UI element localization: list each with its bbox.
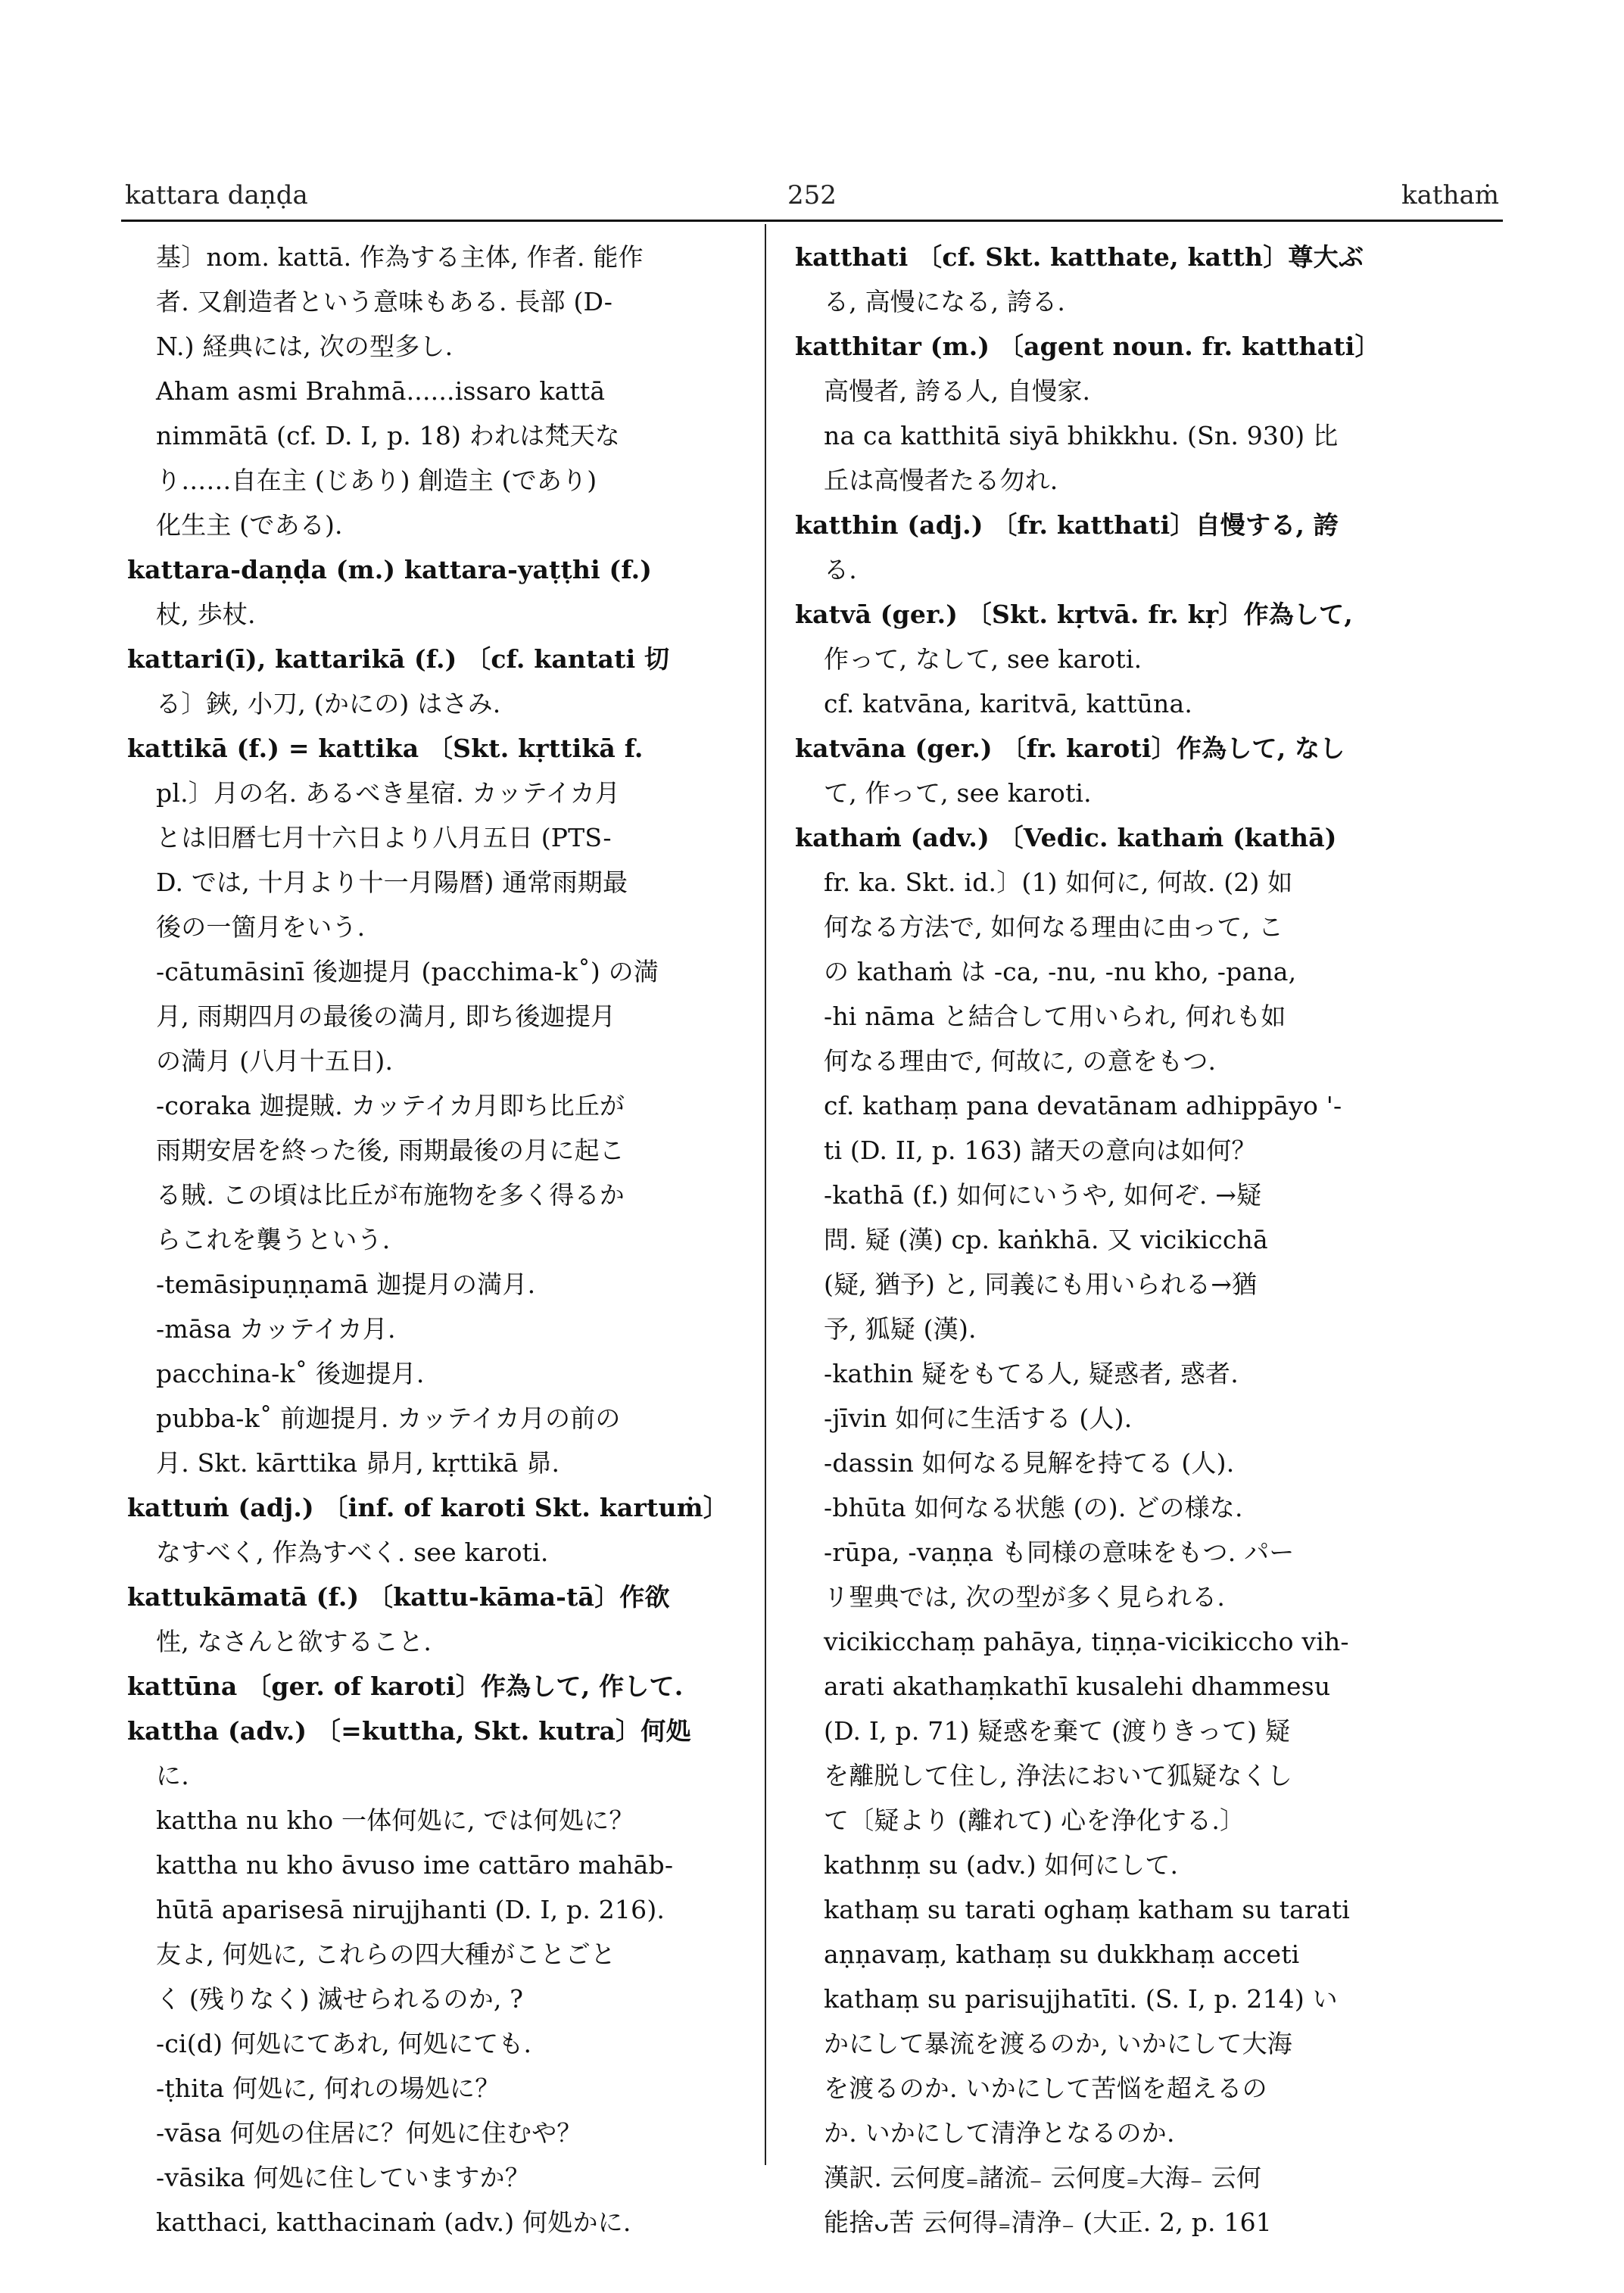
- header-left-guideword: kattara daṇḍa: [125, 180, 308, 210]
- entry-text-line: -vāsa 何処の住居に？何処に住むや？: [156, 2118, 582, 2148]
- entry-headword-line: katvāna (ger.) 〔fr. karoti〕作為して, なし: [795, 734, 1345, 763]
- entry-text-line: nimmātā (cf. D. I, p. 18) われは梵天な: [156, 421, 621, 450]
- entry-text-line: なすべく, 作為すべく. see karoti.: [156, 1537, 549, 1567]
- entry-text-line: 友よ, 何処に, これらの四大種がことごと: [156, 1939, 616, 1969]
- entry-text-line: -hi nāma と結合して用いられ, 何れも如: [824, 1002, 1286, 1031]
- entry-text-line: D. では, 十月より十一月陽暦) 通常雨期最: [156, 868, 628, 897]
- entry-text-line: 何なる理由で, 何故に, の意をもつ.: [824, 1046, 1217, 1076]
- entry-text-line: かにして暴流を渡るのか, いかにして大海: [824, 2029, 1292, 2058]
- entry-text-line: 漢訳. 云何度₌諸流₋ 云何度₌大海₋ 云何: [824, 2163, 1262, 2192]
- entry-text-line: kathnṃ su (adv.) 如何にして.: [824, 1850, 1179, 1880]
- entry-text-line: 基〕nom. kattā. 作為する主体, 作者. 能作: [156, 242, 644, 272]
- entry-text-line: の満月 (八月十五日).: [156, 1046, 394, 1076]
- entry-text-line: kattha nu kho āvuso ime cattāro mahāb-: [156, 1850, 674, 1880]
- entry-text-line: 者. 又創造者という意味もある. 長部 (D-: [156, 287, 613, 316]
- entry-text-line: 高慢者, 誇る人, 自慢家.: [824, 376, 1091, 406]
- entry-text-line: aṇṇavaṃ, kathaṃ su dukkhaṃ acceti: [824, 1939, 1300, 1969]
- entry-text-line: katthaci, katthacinaṁ (adv.) 何処かに.: [156, 2207, 631, 2237]
- entry-text-line: 何なる方法で, 如何なる理由に由って, こ: [824, 912, 1284, 942]
- page-number: 252: [787, 180, 837, 210]
- entry-text-line: pl.〕月の名. あるべき星宿. カッテイカ月: [156, 778, 621, 808]
- entry-text-line: (疑, 猶予) と, 同義にも用いられる→猶: [824, 1270, 1258, 1299]
- entry-text-line: 丘は高慢者たる勿れ.: [824, 466, 1058, 495]
- entry-headword-line: kattikā (f.) = kattika 〔Skt. kṛttikā f.: [127, 734, 644, 763]
- entry-text-line: 性, なさんと欲すること.: [156, 1627, 432, 1656]
- entry-text-line: 予, 狐疑 (漢).: [824, 1314, 977, 1344]
- entry-text-line: -ṭhita 何処に, 何れの場処に？: [156, 2073, 500, 2103]
- right-column: [795, 235, 1412, 2245]
- entry-text-line: -cātumāsinī 後迦提月 (pacchima-k˚) の満: [156, 957, 659, 986]
- entry-text-line: Aham asmi Brahmā......issaro kattā: [156, 376, 606, 406]
- entry-headword-line: kattara-daṇḍa (m.) kattara-yaṭṭhi (f.): [127, 555, 653, 584]
- entry-text-line: を離脱して住し, 浄法において狐疑なくし: [824, 1761, 1292, 1790]
- entry-text-line: り……自在主 (じあり) 創造主 (であり): [156, 466, 597, 495]
- entry-text-line: na ca katthitā siyā bhikkhu. (Sn. 930) 比: [824, 421, 1339, 450]
- entry-text-line: hūtā aparisesā nirujjhanti (D. I, p. 216).: [156, 1895, 665, 1924]
- entry-text-line: pubba-k˚ 前迦提月. カッテイカ月の前の: [156, 1404, 621, 1433]
- entry-text-line: kathaṃ su tarati oghaṃ katham su tarati: [824, 1895, 1351, 1924]
- entry-text-line: ti (D. II, p. 163) 諸天の意向は如何？: [824, 1136, 1257, 1165]
- entry-text-line: N.) 経典には, 次の型多し.: [156, 332, 454, 361]
- entry-text-line: pacchina-k˚ 後迦提月.: [156, 1359, 425, 1388]
- entry-text-line: -bhūta 如何なる状態 (の). どの様な.: [824, 1493, 1243, 1522]
- entry-text-line: -kathā (f.) 如何にいうや, 如何ぞ. →疑: [824, 1180, 1262, 1210]
- entry-text-line: 月, 雨期四月の最後の満月, 即ち後迦提月: [156, 1002, 616, 1031]
- entry-headword-line: katthitar (m.) 〔agent noun. fr. katthati〕: [795, 332, 1380, 361]
- entry-text-line: リ聖典では, 次の型が多く見られる.: [824, 1582, 1226, 1612]
- page-header: [125, 180, 1499, 226]
- entry-text-line: く (残りなく) 滅せられるのか, ?: [156, 1984, 524, 2014]
- entry-text-line: -coraka 迦提賊. カッテイカ月即ち比丘が: [156, 1091, 625, 1120]
- entry-text-line: に.: [156, 1761, 189, 1790]
- entry-text-line: (D. I, p. 71) 疑惑を棄て (渡りきって) 疑: [824, 1716, 1291, 1746]
- entry-text-line: -ci(d) 何処にてあれ, 何処にても.: [156, 2029, 532, 2058]
- entry-text-line: -temāsipuṇṇamā 迦提月の満月.: [156, 1270, 536, 1299]
- entry-text-line: の kathaṁ は -ca, -nu, -nu kho, -pana,: [824, 957, 1297, 986]
- entry-text-line: 問. 疑 (漢) cp. kaṅkhā. 又 vicikicchā: [824, 1225, 1268, 1254]
- left-column: [127, 235, 740, 2245]
- header-right-guideword: kathaṁ: [1401, 180, 1499, 210]
- entry-text-line: 雨期安居を終った後, 雨期最後の月に起こ: [156, 1136, 625, 1165]
- entry-text-line: 杖, 歩杖.: [156, 600, 256, 629]
- entry-headword-line: katthin (adj.) 〔fr. katthati〕自慢する, 誇: [795, 510, 1339, 540]
- entry-text-line: -jīvin 如何に生活する (人).: [824, 1404, 1133, 1433]
- entry-headword-line: kathaṁ (adv.) 〔Vedic. kathaṁ (kathā): [795, 823, 1337, 852]
- entry-text-line: とは旧暦七月十六日より八月五日 (PTS-: [156, 823, 612, 852]
- entry-text-line: 化生主 (である).: [156, 510, 343, 540]
- entry-text-line: kathaṃ su parisujjhatīti. (S. I, p. 214) い: [824, 1984, 1338, 2014]
- entry-text-line: 後の一箇月をいう.: [156, 912, 366, 942]
- entry-text-line: を渡るのか. いかにして苦悩を超えるの: [824, 2073, 1267, 2103]
- entry-headword-line: kattukāmatā (f.) 〔kattu-kāma-tā〕作欲: [127, 1582, 670, 1612]
- entry-text-line: -vāsika 何処に住していますか？: [156, 2163, 530, 2192]
- entry-text-line: cf. katvāna, karitvā, kattūna.: [824, 689, 1193, 718]
- entry-text-line: 作って, なして, see karoti.: [824, 644, 1142, 674]
- entry-text-line: る.: [824, 555, 857, 584]
- entry-text-line: 能捨ᴗ苦 云何得₌清浄₋ (大正. 2, p. 161: [824, 2207, 1273, 2237]
- header-rule: [121, 220, 1503, 222]
- entry-text-line: -rūpa, -vaṇṇa も同様の意味をもつ. パー: [824, 1537, 1295, 1567]
- entry-text-line: る賊. この頃は比丘が布施物を多く得るか: [156, 1180, 625, 1210]
- entry-text-line: か. いかにして清浄となるのか.: [824, 2118, 1175, 2148]
- entry-text-line: fr. ka. Skt. id.〕(1) 如何に, 何故. (2) 如: [824, 868, 1293, 897]
- entry-text-line: -māsa カッテイカ月.: [156, 1314, 396, 1344]
- entry-text-line: -kathin 疑をもてる人, 疑惑者, 惑者.: [824, 1359, 1239, 1388]
- entry-text-line: て, 作って, see karoti.: [824, 778, 1092, 808]
- entry-text-line: る, 高慢になる, 誇る.: [824, 287, 1066, 316]
- entry-text-line: らこれを襲うという.: [156, 1225, 391, 1254]
- entry-headword-line: kattha (adv.) 〔=kuttha, Skt. kutra〕何処: [127, 1716, 691, 1746]
- entry-text-line: arati akathaṃkathī kusalehi dhammesu: [824, 1671, 1331, 1701]
- entry-text-line: て〔疑より (離れて) 心を浄化する.〕: [824, 1805, 1245, 1835]
- entry-text-line: る〕鋏, 小刀, (かにの) はさみ.: [156, 689, 501, 718]
- entry-text-line: kattha nu kho 一体何処に, では何処に？: [156, 1805, 634, 1835]
- entry-text-line: vicikicchaṃ pahāya, tiṇṇa-vicikiccho vih-: [824, 1627, 1349, 1656]
- entry-text-line: -dassin 如何なる見解を持てる (人).: [824, 1448, 1235, 1478]
- entry-text-line: cf. kathaṃ pana devatānam adhippāyo '-: [824, 1091, 1342, 1120]
- entry-headword-line: kattuṁ (adj.) 〔inf. of karoti Skt. kartuṁ〕: [127, 1493, 728, 1522]
- column-divider: [765, 224, 766, 2165]
- entry-text-line: 月. Skt. kārttika 昴月, kṛttikā 昴.: [156, 1448, 560, 1478]
- entry-headword-line: kattari(ī), kattarikā (f.) 〔cf. kantati 切: [127, 644, 670, 674]
- entry-headword-line: katvā (ger.) 〔Skt. kṛtvā. fr. kṛ〕作為して,: [795, 600, 1353, 629]
- entry-headword-line: kattūna 〔ger. of karoti〕作為して, 作して.: [127, 1671, 684, 1701]
- entry-headword-line: katthati 〔cf. Skt. katthate, katth〕尊大ぶ: [795, 242, 1364, 272]
